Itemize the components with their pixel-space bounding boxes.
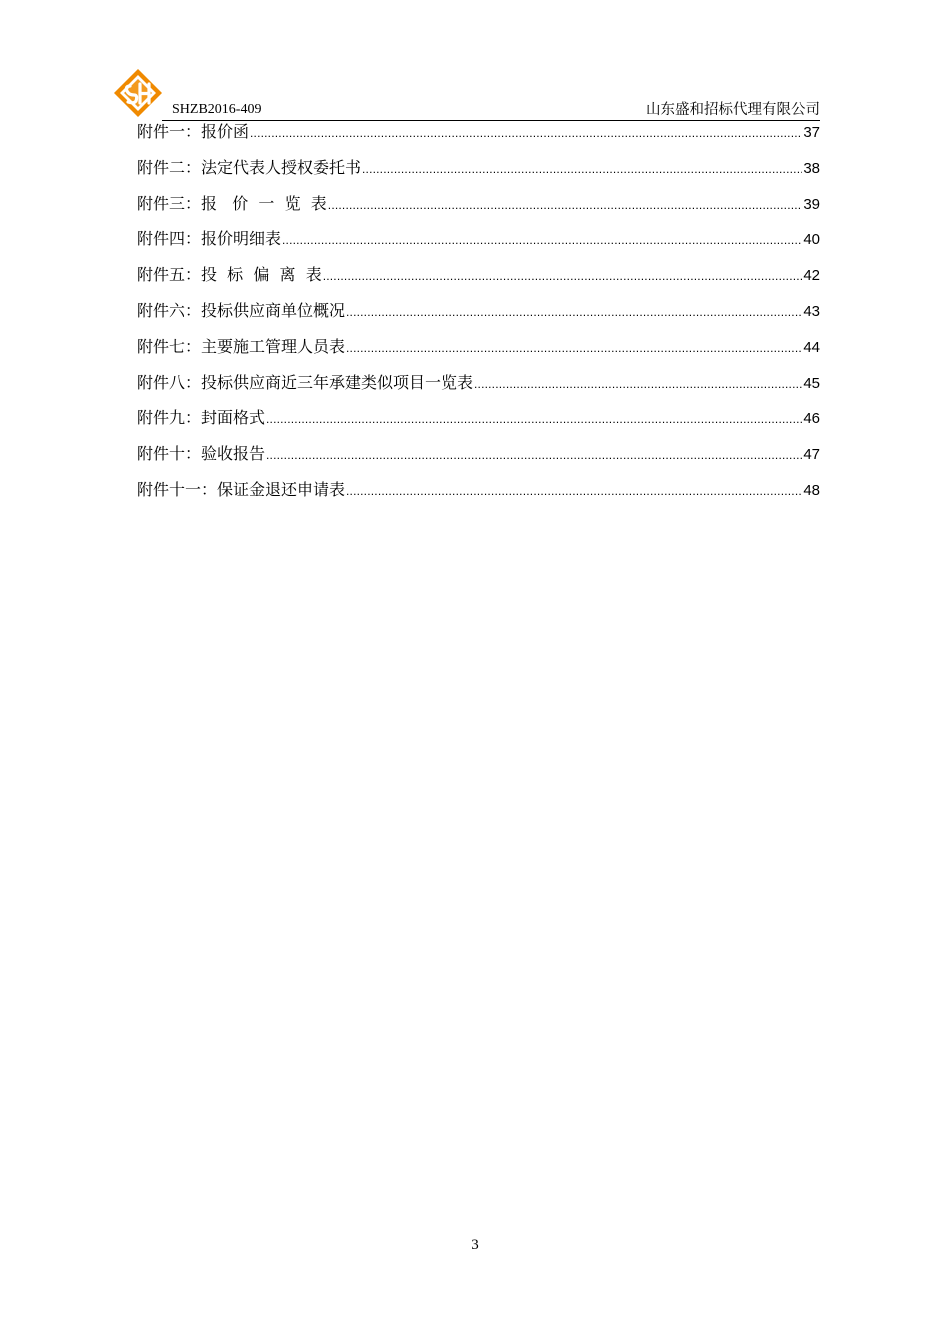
page-number: 3: [471, 1237, 479, 1253]
toc-leader-dots: [266, 443, 802, 467]
toc-entry-page: 44: [803, 338, 820, 356]
toc-entry-label: 附件七：主要施工管理人员表: [137, 336, 346, 356]
toc-entry[interactable]: [137, 120, 820, 156]
toc-entry-label: 附件五：投 标 偏 离 表: [137, 265, 322, 285]
company-name: 山东盛和招标代理有限公司: [646, 102, 820, 118]
toc-leader-dots: [346, 300, 802, 324]
toc-leader-dots: [328, 193, 803, 217]
toc-entry-page: 40: [803, 231, 820, 249]
toc-entry[interactable]: [137, 371, 820, 407]
toc-entry-label: 附件十：验收报告: [137, 444, 266, 464]
toc-leader-dots: [266, 407, 802, 431]
toc-entry-label: 附件八：投标供应商近三年承建类似项目一览表: [137, 372, 474, 392]
toc-entry-page: 47: [803, 446, 820, 464]
toc-entry-page: 43: [803, 302, 820, 320]
document-code: SHZB2016-409: [172, 102, 262, 117]
toc-entry[interactable]: [137, 192, 820, 228]
toc-entry-label: 附件二：法定代表人授权委托书: [137, 157, 362, 177]
toc-leader-dots: [323, 264, 803, 288]
toc-entry[interactable]: [137, 263, 820, 299]
toc-entry[interactable]: [137, 442, 820, 478]
toc-entry-label: 附件九：封面格式: [137, 408, 266, 428]
toc-entry-label: 附件四：报价明细表: [137, 229, 282, 249]
toc-leader-dots: [346, 336, 802, 360]
toc-leader-dots: [362, 157, 802, 181]
toc-entry[interactable]: [137, 299, 820, 335]
table-of-contents: [137, 120, 820, 514]
toc-leader-dots: [346, 479, 802, 503]
toc-entry-label: 附件一：报价函: [137, 122, 250, 141]
toc-entry-page: 46: [803, 410, 820, 428]
toc-entry-label: 附件十一：保证金退还申请表: [137, 479, 346, 499]
toc-entry-page: 48: [803, 481, 820, 499]
toc-entry[interactable]: [137, 335, 820, 371]
toc-entry[interactable]: [137, 156, 820, 192]
toc-leader-dots: [250, 121, 802, 145]
toc-entry-page: 39: [803, 195, 820, 213]
toc-entry[interactable]: [137, 478, 820, 514]
company-logo-icon: [113, 68, 163, 118]
toc-entry[interactable]: [137, 227, 820, 263]
toc-entry-label: 附件三：报 价 一 览 表: [137, 193, 327, 213]
toc-entry-page: 37: [803, 124, 820, 141]
toc-entry-label: 附件六：投标供应商单位概况: [137, 300, 346, 320]
toc-entry-page: 42: [803, 267, 820, 285]
toc-entry-page: 38: [803, 159, 820, 177]
toc-leader-dots: [282, 228, 802, 252]
toc-entry-page: 45: [803, 374, 820, 392]
toc-leader-dots: [474, 372, 802, 396]
toc-entry[interactable]: [137, 406, 820, 442]
